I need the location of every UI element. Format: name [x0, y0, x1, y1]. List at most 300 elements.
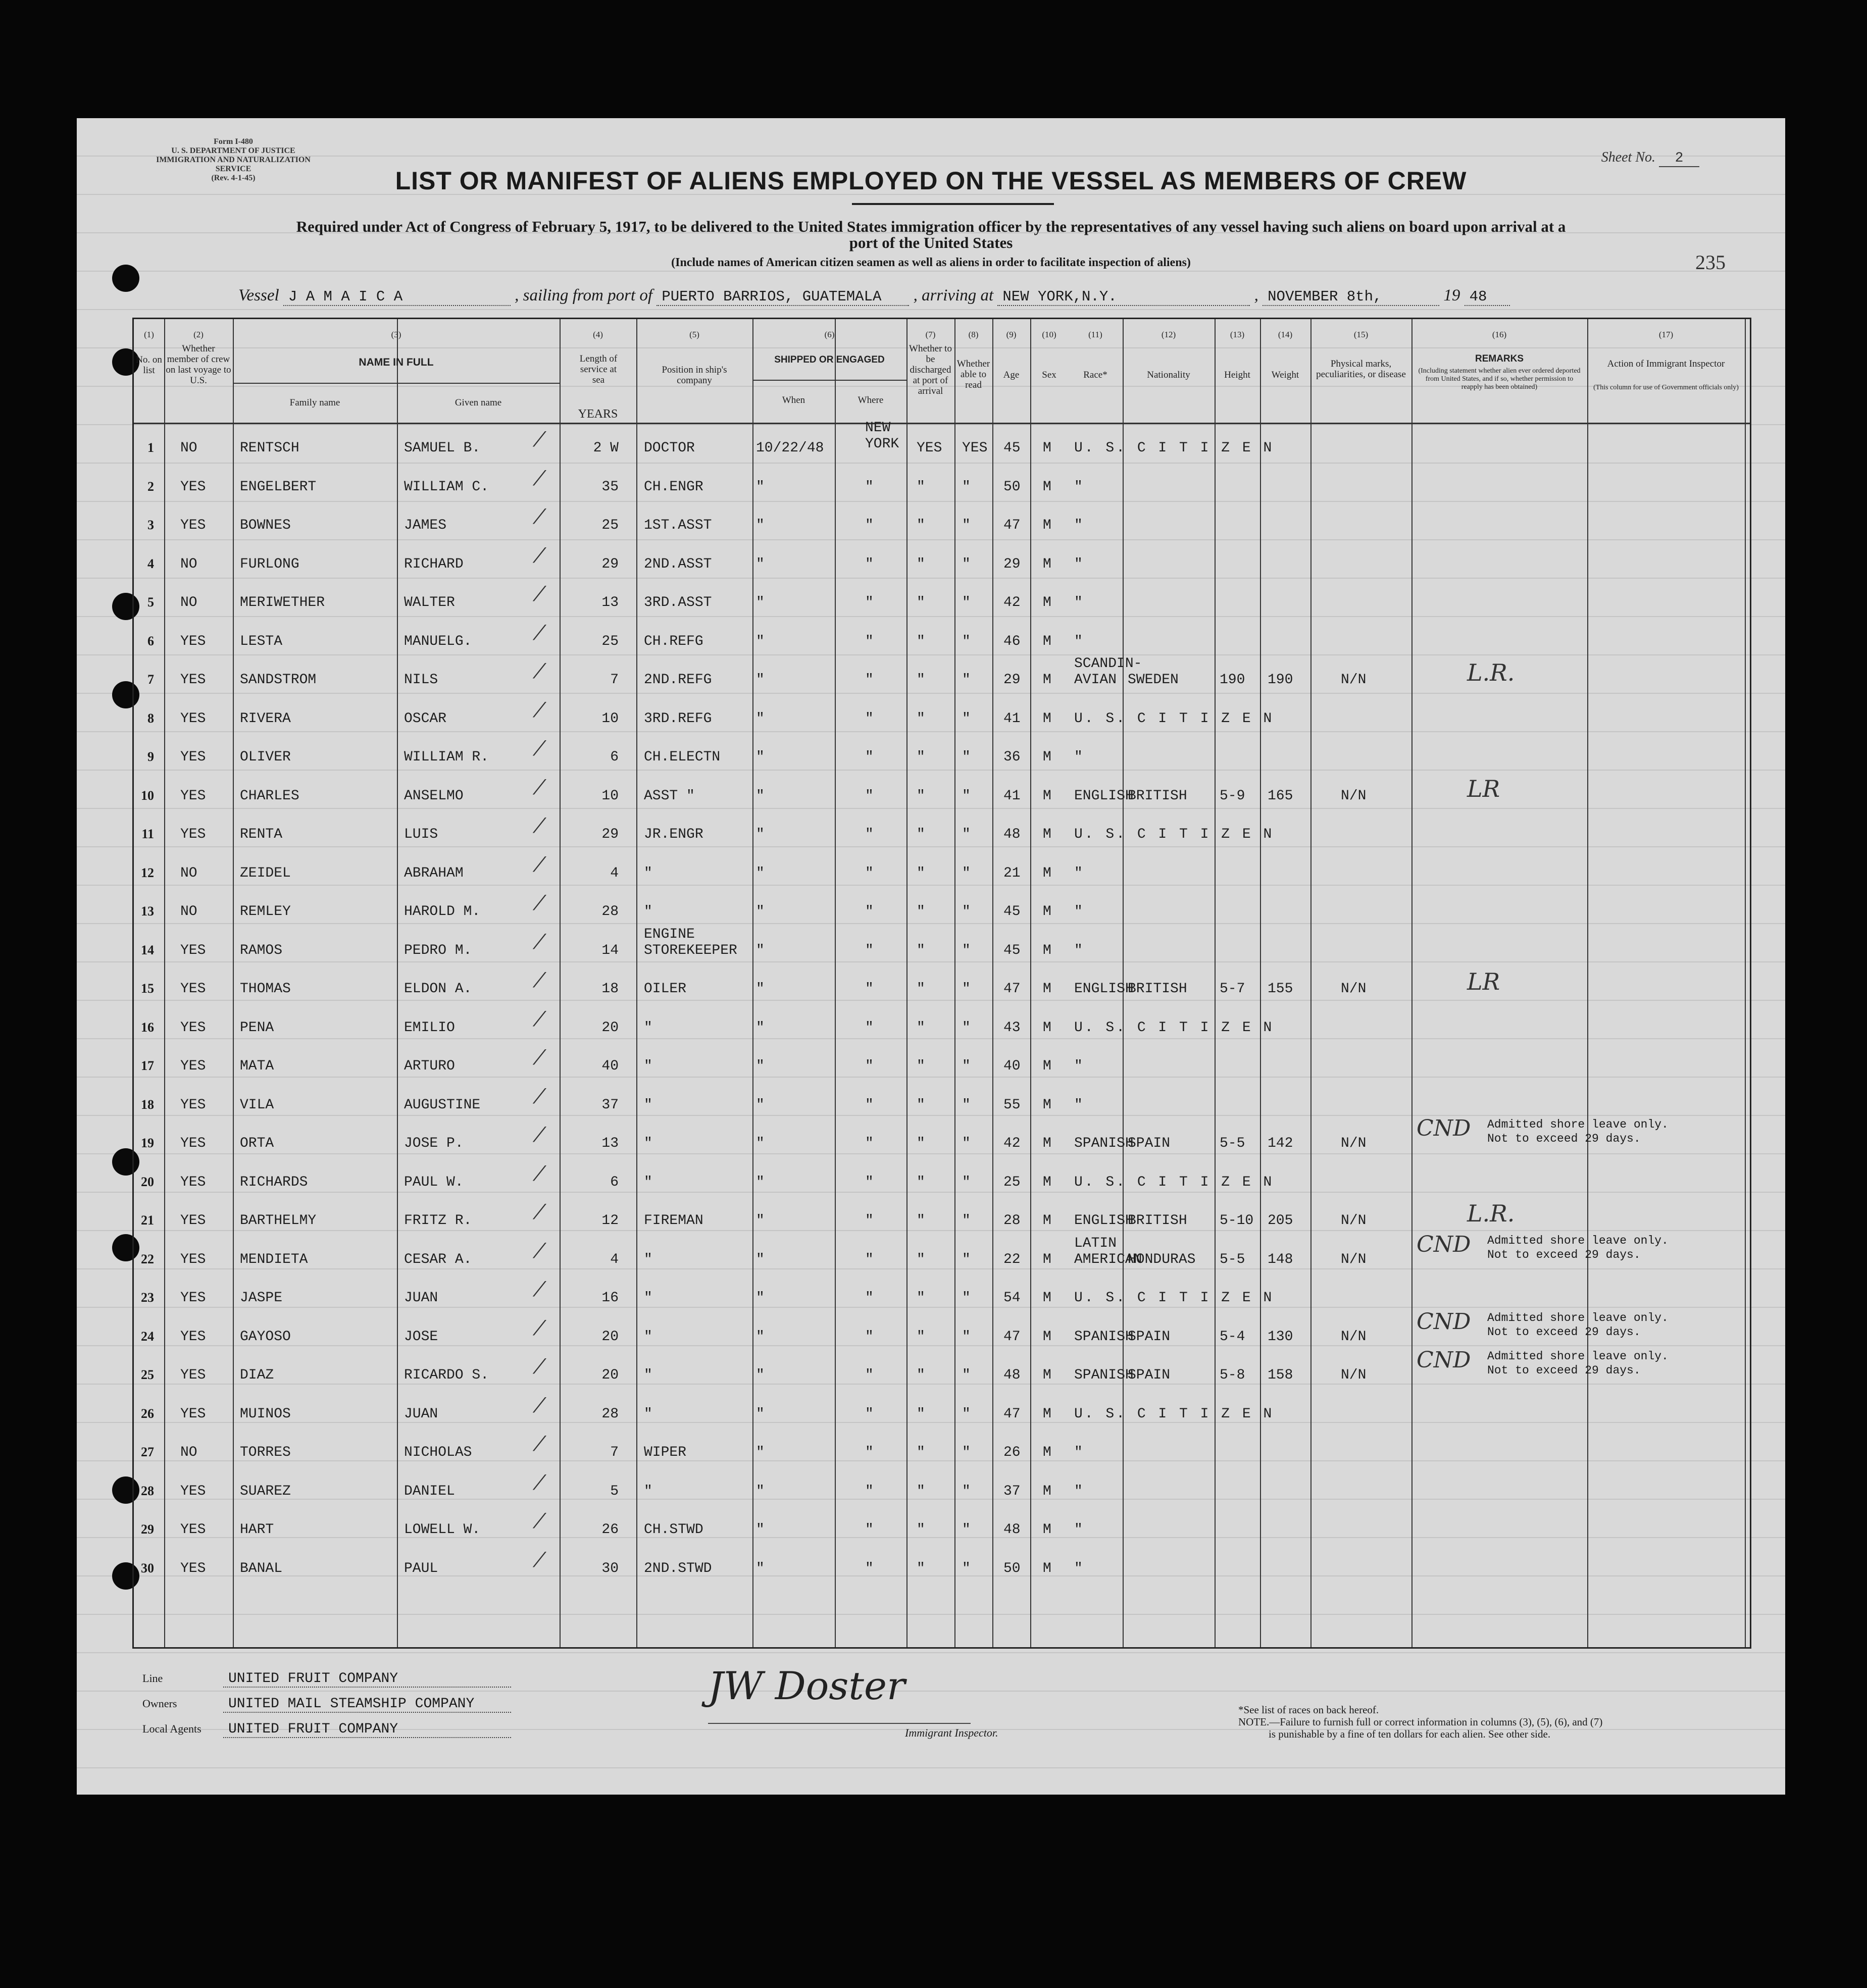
shipped-when: " [756, 1136, 765, 1151]
years-service: 30 [601, 1560, 619, 1576]
crew-last-voyage: YES [180, 1058, 206, 1074]
able-to-read: " [962, 1290, 971, 1306]
remark-initials: CND [1417, 1115, 1471, 1141]
race: " [1074, 633, 1083, 649]
sex: M [1043, 749, 1051, 765]
age: 21 [1003, 865, 1021, 881]
remark-admitted: Admitted shore leave only. [1487, 1234, 1669, 1247]
agents-label: Local Agents [142, 1722, 201, 1735]
sex: M [1043, 827, 1051, 842]
crew-last-voyage: YES [180, 672, 206, 688]
shipped-where: " [865, 518, 874, 533]
col2-num: (2) [193, 330, 204, 339]
row-number: 7 [147, 672, 154, 687]
years-service: 14 [601, 942, 619, 958]
title-rule [852, 203, 1054, 205]
sex: M [1043, 1560, 1051, 1576]
crew-last-voyage: YES [180, 981, 206, 997]
years-service: 7 [610, 1445, 619, 1460]
crew-last-voyage: YES [180, 1483, 206, 1499]
line-value: UNITED FRUIT COMPANY [223, 1671, 511, 1688]
row-number: 3 [147, 518, 154, 532]
age: 41 [1003, 710, 1021, 727]
shipped-when: " [756, 672, 765, 688]
family-name: VILA [240, 1097, 274, 1113]
col3b-header: Given name [455, 397, 502, 408]
col17-header: Action of Immigrant Inspector [1607, 359, 1725, 369]
weight: 155 [1268, 981, 1293, 997]
shipped-when: " [756, 633, 765, 649]
check-mark: ⁄ [538, 1394, 541, 1417]
shipped-when: " [756, 865, 765, 881]
crew-last-voyage: YES [180, 788, 206, 804]
physical-marks: N/N [1341, 1213, 1367, 1229]
remark-admitted: Admitted shore leave only. [1487, 1311, 1669, 1324]
check-mark: ⁄ [538, 1433, 541, 1456]
crew-last-voyage: YES [180, 1329, 206, 1345]
age: 54 [1003, 1290, 1021, 1306]
col1-num: (1) [144, 330, 154, 339]
inspector-initials: LR [1467, 968, 1500, 995]
discharged: " [917, 518, 925, 533]
subtitle-1: Required under Act of Congress of February 5, 1917, to be delivered to the United States immigration officer by the representatives of any vessel having such aliens on board upon arrival at a [296, 218, 1566, 235]
crew-last-voyage: YES [180, 1367, 206, 1383]
family-name: ZEIDEL [240, 865, 291, 881]
sex: M [1043, 1290, 1051, 1306]
position: JR.ENGR [644, 827, 703, 842]
age: 41 [1003, 788, 1021, 804]
check-mark: ⁄ [538, 1201, 541, 1224]
race: " [1074, 865, 1083, 881]
form-dept: U. S. DEPARTMENT OF JUSTICE [171, 146, 295, 155]
discharged: " [917, 556, 925, 572]
shipped-where: " [865, 1290, 874, 1306]
form-rev: (Rev. 4-1-45) [211, 174, 256, 182]
race: SPANISH [1074, 1329, 1134, 1345]
check-mark: ⁄ [538, 505, 541, 529]
sex: M [1043, 788, 1051, 804]
row-number: 26 [141, 1406, 154, 1421]
sex: M [1043, 942, 1051, 958]
family-name: BARTHELMY [240, 1213, 317, 1229]
col6b-header: Where [857, 395, 884, 405]
able-to-read: " [962, 942, 971, 958]
shipped-where: " [865, 1136, 874, 1151]
family-name: JASPE [240, 1290, 283, 1306]
height: 5-4 [1220, 1329, 1245, 1345]
discharged: " [917, 1560, 925, 1576]
shipped-where: " [865, 1445, 874, 1460]
given-name: WALTER [404, 595, 455, 610]
shipped-where: " [865, 865, 874, 881]
discharged: " [917, 1213, 925, 1229]
check-mark: ⁄ [538, 1316, 541, 1340]
crew-last-voyage: NO [180, 865, 197, 881]
col4-header: Length of service at sea [579, 353, 618, 385]
position: ENGINE STOREKEEPER [644, 926, 737, 958]
nationality: BRITISH [1128, 981, 1187, 997]
inspector-initials: L.R. [1467, 659, 1515, 686]
race: SPANISH [1074, 1136, 1134, 1151]
weight: 148 [1268, 1251, 1293, 1267]
col10-header: Sex [1042, 370, 1056, 380]
given-name: JAMES [404, 518, 447, 533]
given-name: EMILIO [404, 1020, 455, 1036]
sex: M [1043, 1329, 1051, 1345]
signature-rule [708, 1723, 971, 1724]
height: 5-7 [1220, 981, 1245, 997]
able-to-read: " [962, 1251, 971, 1267]
race: " [1074, 518, 1083, 533]
vessel-name: J A M A I C A [283, 288, 511, 306]
owners-value: UNITED MAIL STEAMSHIP COMPANY [223, 1696, 511, 1713]
shipped-when: " [756, 479, 765, 495]
row-number: 5 [147, 595, 154, 609]
able-to-read: " [962, 749, 971, 765]
position: CH.ENGR [644, 479, 703, 495]
age: 40 [1003, 1058, 1021, 1074]
shipped-when: " [756, 1020, 765, 1036]
shipped-where: " [865, 1213, 874, 1229]
discharged: " [917, 710, 925, 727]
given-name: JOSE [404, 1329, 438, 1345]
row-number: 9 [147, 749, 154, 764]
crew-last-voyage: YES [180, 1174, 206, 1190]
col5-header: Position in ship's company [662, 365, 727, 386]
check-mark: ⁄ [538, 1548, 541, 1572]
row-number: 19 [141, 1136, 154, 1150]
position: " [644, 1290, 652, 1306]
shipped-where: " [865, 942, 874, 958]
remark-limit: Not to exceed 29 days. [1487, 1248, 1641, 1261]
shipped-where: " [865, 633, 874, 649]
years-service: 2 W [593, 440, 619, 456]
col12-num: (12) [1161, 330, 1176, 339]
shipped-when: " [756, 749, 765, 765]
sheet-number [1601, 149, 1699, 167]
years-service: 37 [601, 1097, 619, 1113]
crew-last-voyage: YES [180, 633, 206, 649]
shipped-when: " [756, 1251, 765, 1267]
position: DOCTOR [644, 440, 695, 456]
weight: 130 [1268, 1329, 1293, 1345]
shipped-when: 10/22/48 [756, 440, 824, 456]
sex: M [1043, 1406, 1051, 1422]
family-name: BANAL [240, 1560, 283, 1576]
shipped-where: " [865, 1329, 874, 1345]
able-to-read: " [962, 981, 971, 997]
discharged: " [917, 1329, 925, 1345]
family-name: RENTA [240, 827, 283, 842]
sex: M [1043, 1213, 1051, 1229]
check-mark: ⁄ [538, 660, 541, 683]
race: " [1074, 479, 1083, 495]
height: 190 [1220, 672, 1245, 688]
able-to-read: " [962, 1213, 971, 1229]
row-number: 8 [147, 710, 154, 726]
years-service: 26 [601, 1522, 619, 1538]
discharged: " [917, 1251, 925, 1267]
position: FIREMAN [644, 1213, 703, 1229]
check-mark: ⁄ [538, 1162, 541, 1186]
age: 22 [1003, 1251, 1021, 1267]
shipped-where: " [865, 1560, 874, 1576]
crew-last-voyage: YES [180, 749, 206, 765]
sex: M [1043, 1483, 1051, 1499]
family-name: RIVERA [240, 710, 291, 727]
position: CH.ELECTN [644, 749, 721, 765]
given-name: JUAN [404, 1406, 438, 1422]
years-service: 5 [610, 1483, 619, 1499]
check-mark: ⁄ [538, 892, 541, 915]
race: ENGLISH [1074, 788, 1134, 804]
able-to-read: " [962, 479, 971, 495]
shipped-where: NEW YORK [865, 420, 899, 452]
footer-line [142, 1671, 511, 1688]
check-mark: ⁄ [538, 583, 541, 606]
position: " [644, 865, 652, 881]
remark-initials: CND [1417, 1308, 1471, 1335]
shipped-when: " [756, 1560, 765, 1576]
years-service: 18 [601, 981, 619, 997]
family-name: ENGELBERT [240, 479, 317, 495]
sex: M [1043, 1020, 1051, 1036]
years-service: 28 [601, 1406, 619, 1422]
years-service: 6 [610, 749, 619, 765]
family-name: MENDIETA [240, 1251, 308, 1267]
given-name: JUAN [404, 1290, 438, 1306]
discharged: " [917, 1367, 925, 1383]
sex: M [1043, 1251, 1051, 1267]
crew-last-voyage: YES [180, 1097, 206, 1113]
position: " [644, 1097, 652, 1113]
row-number: 12 [141, 865, 154, 880]
given-name: NILS [404, 672, 438, 688]
race: ENGLISH [1074, 981, 1134, 997]
age: 47 [1003, 1329, 1021, 1345]
col5-num: (5) [689, 330, 699, 339]
col11-header: Race* [1083, 370, 1107, 380]
family-name: SUAREZ [240, 1483, 291, 1499]
able-to-read: " [962, 595, 971, 610]
years-service: 40 [601, 1058, 619, 1074]
given-name: ARTURO [404, 1058, 455, 1074]
row-number: 16 [141, 1020, 154, 1035]
page-title: LIST OR MANIFEST OF ALIENS EMPLOYED ON THE VESSEL AS MEMBERS OF CREW [395, 167, 1467, 195]
discharged: " [917, 1136, 925, 1151]
shipped-when: " [756, 1097, 765, 1113]
inspector-signature: JW Doster [708, 1663, 905, 1708]
discharged: " [917, 1174, 925, 1190]
race: " [1074, 595, 1083, 610]
row-number: 22 [141, 1251, 154, 1266]
crew-last-voyage: YES [180, 1522, 206, 1538]
form-service: IMMIGRATION AND NATURALIZATION SERVICE [156, 156, 311, 173]
able-to-read: " [962, 633, 971, 649]
nationality: SPAIN [1128, 1136, 1171, 1151]
sex: M [1043, 1522, 1051, 1538]
race: U. S. C I T I Z E N [1074, 1406, 1274, 1422]
sex: M [1043, 981, 1051, 997]
sex: M [1043, 440, 1051, 456]
crew-last-voyage: NO [180, 440, 197, 456]
discharged: YES [917, 440, 942, 456]
crew-last-voyage: NO [180, 1445, 197, 1460]
race: ENGLISH [1074, 1213, 1134, 1229]
row-number: 27 [141, 1445, 154, 1459]
shipped-when: " [756, 827, 765, 842]
years-service: 29 [601, 556, 619, 572]
row-number: 13 [141, 904, 154, 919]
position: " [644, 1020, 652, 1036]
race: " [1074, 1483, 1083, 1499]
able-to-read: " [962, 1136, 971, 1151]
able-to-read: " [962, 1174, 971, 1190]
remark-admitted: Admitted shore leave only. [1487, 1350, 1669, 1363]
remark-initials: CND [1417, 1231, 1471, 1257]
physical-marks: N/N [1341, 1251, 1367, 1267]
crew-last-voyage: NO [180, 556, 197, 572]
col15-header: Physical marks, peculiarities, or disease [1316, 359, 1406, 380]
shipped-where: " [865, 479, 874, 495]
able-to-read: " [962, 1097, 971, 1113]
col16-subheader: (Including statement whether alien ever ordered deported from United States, and if so, whether permission to reapply has been obtained) [1418, 367, 1581, 391]
crew-last-voyage: YES [180, 1136, 206, 1151]
from-label: , sailing from port of [515, 286, 653, 304]
family-name: MATA [240, 1058, 274, 1074]
race: " [1074, 1058, 1083, 1074]
given-name: MANUELG. [404, 633, 472, 649]
given-name: ABRAHAM [404, 865, 464, 881]
able-to-read: " [962, 1329, 971, 1345]
agents-value: UNITED FRUIT COMPANY [223, 1721, 511, 1738]
able-to-read: " [962, 556, 971, 572]
col3-num: (3) [391, 330, 401, 339]
sex: M [1043, 672, 1051, 688]
family-name: SANDSTROM [240, 672, 317, 688]
col6-header: SHIPPED OR ENGAGED [774, 354, 885, 365]
years-service: 16 [601, 1290, 619, 1306]
discharged: " [917, 1020, 925, 1036]
position: " [644, 1136, 652, 1151]
row-number: 11 [141, 827, 154, 841]
family-name: GAYOSO [240, 1329, 291, 1345]
crew-last-voyage: YES [180, 1213, 206, 1229]
able-to-read: " [962, 827, 971, 842]
sex: M [1043, 1058, 1051, 1074]
age: 48 [1003, 827, 1021, 842]
able-to-read: " [962, 865, 971, 881]
row-number: 28 [141, 1483, 154, 1498]
years-service: 10 [601, 710, 619, 727]
family-name: DIAZ [240, 1367, 274, 1383]
sex: M [1043, 1097, 1051, 1113]
footer-owners [142, 1696, 511, 1713]
shipped-when: " [756, 1174, 765, 1190]
given-name: HAROLD M. [404, 904, 481, 920]
age: 50 [1003, 1560, 1021, 1576]
row-number: 24 [141, 1329, 154, 1344]
subtitle-3: (Include names of American citizen seamen as well as aliens in order to facilitate inspection of aliens) [671, 256, 1191, 269]
arrival-date: NOVEMBER 8th, [1263, 288, 1439, 306]
able-to-read: " [962, 518, 971, 533]
shipped-where: " [865, 1483, 874, 1499]
race: " [1074, 1522, 1083, 1538]
age: 45 [1003, 942, 1021, 958]
col13-header: Height [1224, 370, 1250, 380]
col2-header: Whether member of crew on last voyage to U.S. [166, 343, 231, 386]
sex: M [1043, 1445, 1051, 1460]
position: " [644, 1483, 652, 1499]
discharged: " [917, 1097, 925, 1113]
shipped-where: " [865, 981, 874, 997]
position: 1ST.ASST [644, 518, 712, 533]
remark-admitted: Admitted shore leave only. [1487, 1118, 1669, 1131]
age: 42 [1003, 595, 1021, 610]
nationality: SPAIN [1128, 1367, 1171, 1383]
crew-last-voyage: YES [180, 1406, 206, 1422]
check-mark: ⁄ [538, 1007, 541, 1031]
age: 45 [1003, 904, 1021, 920]
check-mark: ⁄ [538, 1355, 541, 1379]
col17-subheader: (This column for use of Government officials only) [1593, 384, 1739, 391]
physical-marks: N/N [1341, 788, 1367, 804]
manifest-sheet [77, 118, 1785, 1795]
shipped-where: " [865, 788, 874, 804]
able-to-read: " [962, 1406, 971, 1422]
col8-header: Whether able to read [956, 359, 990, 390]
given-name: SAMUEL B. [404, 440, 481, 456]
position: 3RD.ASST [644, 595, 712, 610]
position: 3RD.REFG [644, 710, 712, 727]
given-name: PAUL W. [404, 1174, 464, 1190]
row-number: 20 [141, 1174, 154, 1189]
col14-num: (14) [1278, 330, 1293, 339]
family-name: PENA [240, 1020, 274, 1036]
family-name: RICHARDS [240, 1174, 308, 1190]
family-name: LESTA [240, 633, 283, 649]
check-mark: ⁄ [538, 1046, 541, 1069]
sex: M [1043, 595, 1051, 610]
row-number: 23 [141, 1290, 154, 1305]
family-name: MERIWETHER [240, 595, 325, 610]
given-name: WILLIAM R. [404, 749, 489, 765]
years-service: 13 [601, 1136, 619, 1151]
discharged: " [917, 1483, 925, 1499]
position: 2ND.ASST [644, 556, 712, 572]
race: SPANISH [1074, 1367, 1134, 1383]
row-number: 4 [147, 556, 154, 571]
shipped-when: " [756, 904, 765, 920]
sex: M [1043, 479, 1051, 495]
family-name: RENTSCH [240, 440, 299, 456]
shipped-when: " [756, 1213, 765, 1229]
family-name: TORRES [240, 1445, 291, 1460]
row-number: 15 [141, 981, 154, 996]
age: 47 [1003, 518, 1021, 533]
shipped-when: " [756, 1058, 765, 1074]
age: 47 [1003, 981, 1021, 997]
position: " [644, 1174, 652, 1190]
crew-last-voyage: YES [180, 1560, 206, 1576]
years-service: 4 [610, 1251, 619, 1267]
years-service: 12 [601, 1213, 619, 1229]
position: ASST " [644, 788, 695, 804]
position: " [644, 904, 652, 920]
race: " [1074, 556, 1083, 572]
age: 46 [1003, 633, 1021, 649]
race: U. S. C I T I Z E N [1074, 440, 1274, 456]
